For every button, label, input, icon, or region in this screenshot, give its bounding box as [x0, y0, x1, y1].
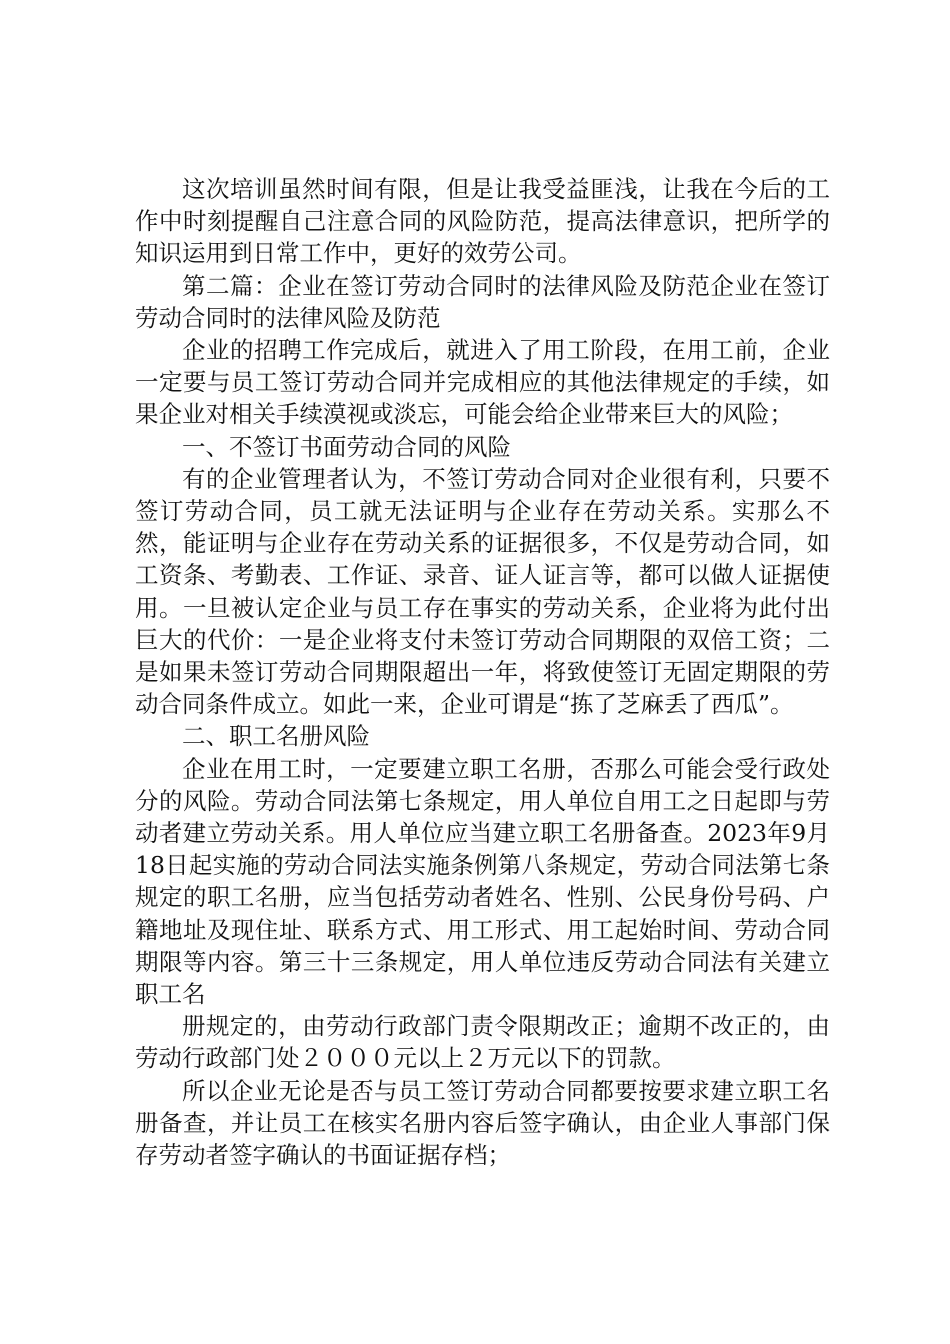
- paragraph-employee-roster: 企业在用工时，一定要建立职工名册，否那么可能会受行政处分的风险。劳动合同法第七条规定，用人单位自用工之日起即与劳动者建立劳动关系。用人单位应当建立职工名册备查。2023年9月18日起实施的劳动合同法实施条例第八条规定，劳动合同法第七条规定的职工名册，应当包括劳动者姓名、性别、公民身份号码、户籍地址及现住址、联系方式、用工形式、用工起始时间、劳动合同期限等内容。第三十三条规定，用人单位违反劳动合同法有关建立职工名: [135, 754, 830, 1009]
- paragraph-roster-conclusion: 所以企业无论是否与员工签订劳动合同都要按要求建立职工名册备查，并让员工在核实名册内容后签字确认，由企业人事部门保存劳动者签字确认的书面证据存档；: [135, 1076, 830, 1170]
- document-body: [135, 173, 830, 1171]
- section-heading-no-written-contract: 一、不签订书面劳动合同的风险: [182, 432, 511, 461]
- paragraph-recruitment-intro: 企业的招聘工作完成后，就进入了用工阶段，在用工前，企业一定要与员工签订劳动合同并完成相应的其他法律规定的手续，如果企业对相关手续漠视或淡忘，可能会给企业带来巨大的风险；: [135, 336, 830, 429]
- paragraph-no-written-contract: 有的企业管理者认为，不签订劳动合同对企业很有利，只要不签订劳动合同，员工就无法证明与企业存在劳动关系。实那么不然，能证明与企业存在劳动关系的证据很多，不仅是劳动合同，如工资条、考勤表、工作证、录音、证人证言等，都可以做人证据使用。一旦被认定企业与员工存在事实的劳动关系，企业将为此付出巨大的代价：一是企业将支付未签订劳动合同期限的双倍工资；二是如果未签订劳动合同期限超出一年，将致使签订无固定期限的劳动合同条件成立。如此一来，企业可谓是“拣了芝麻丢了西瓜”。: [135, 464, 830, 719]
- section-heading-employee-roster: 二、职工名册风险: [182, 722, 370, 751]
- paragraph-chapter-two-title: 第二篇：企业在签订劳动合同时的法律风险及防范企业在签订劳动合同时的法律风险及防范: [135, 271, 830, 332]
- paragraph-training-summary: 这次培训虽然时间有限，但是让我受益匪浅，让我在今后的工作中时刻提醒自己注意合同的风险防范，提高法律意识，把所学的知识运用到日常工作中，更好的效劳公司。: [135, 175, 830, 268]
- paragraph-roster-penalty: 册规定的，由劳动行政部门责令限期改正；逾期不改正的，由劳动行政部门处２０００元以上２万元以下的罚款。: [135, 1012, 830, 1073]
